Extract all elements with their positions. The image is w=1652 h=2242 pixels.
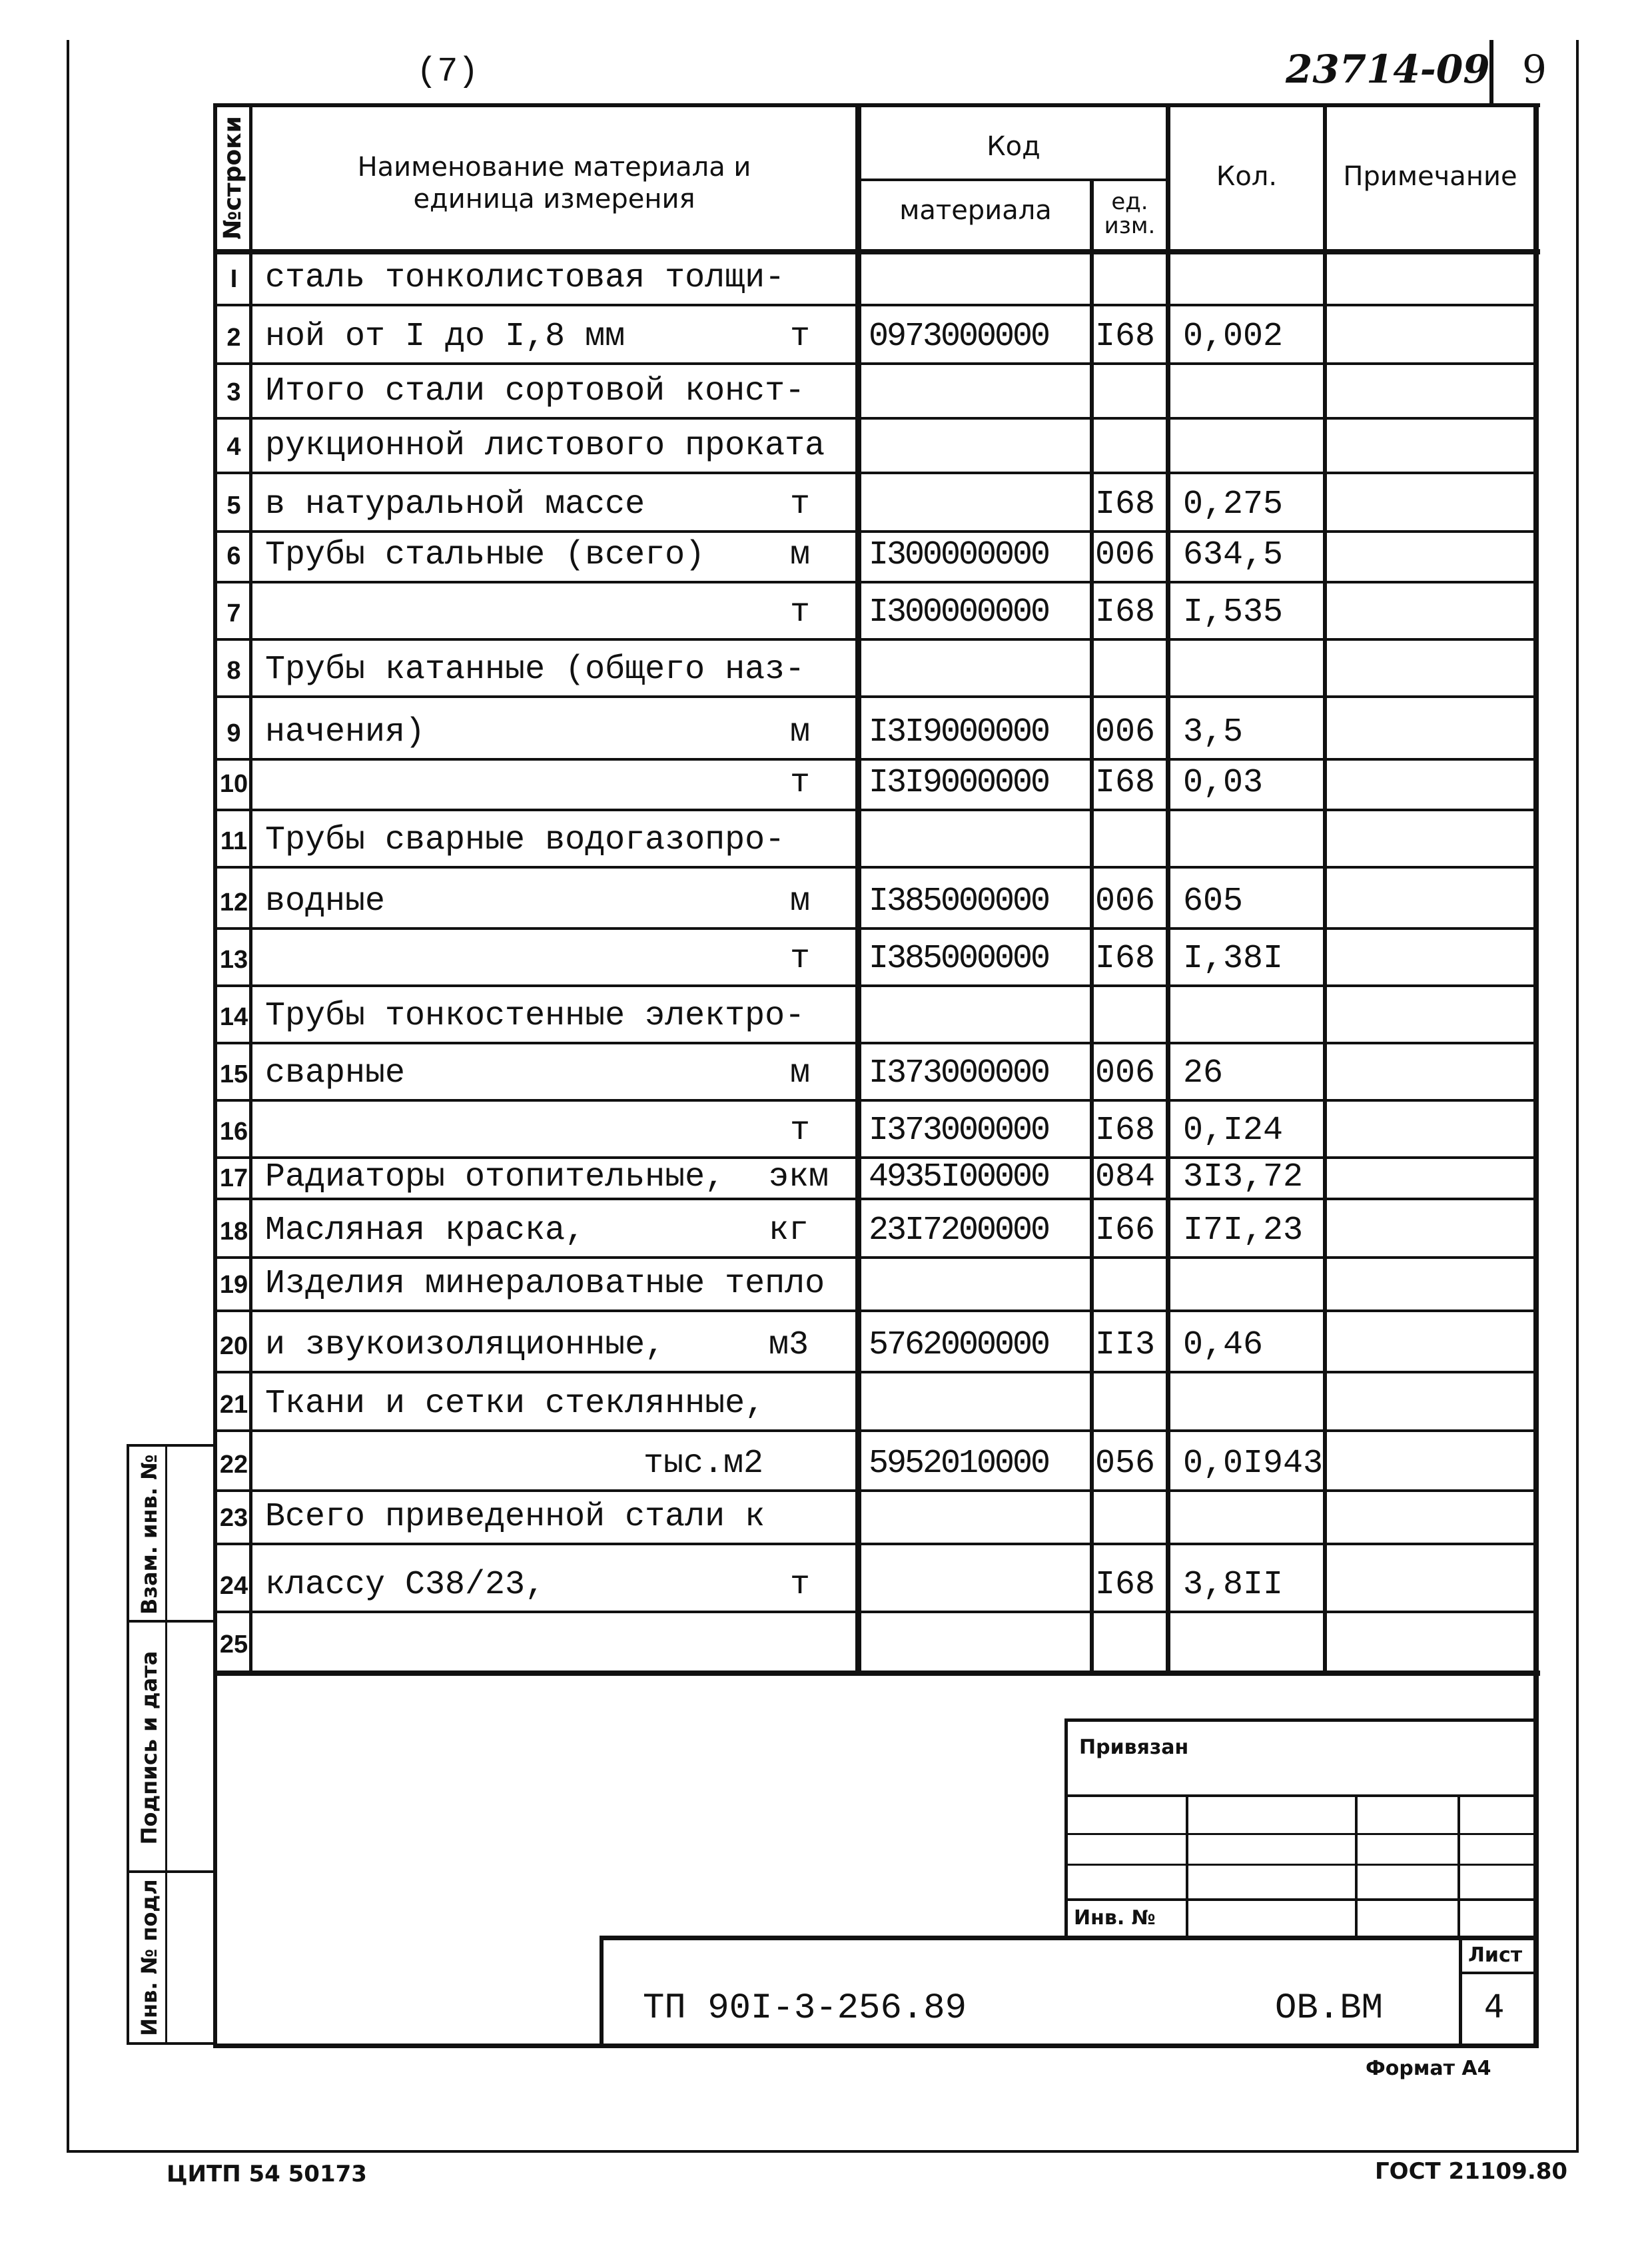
row-unit: тыс.м2	[643, 1445, 764, 1483]
row-number: 12	[219, 889, 248, 917]
tb-box-top	[1064, 1718, 1539, 1722]
footer-left: ЦИТП 54 50173	[167, 2161, 367, 2187]
row-number: 18	[219, 1218, 248, 1246]
row-name: сварные	[265, 1054, 406, 1092]
row-material-code: 23I7200000	[869, 1212, 1049, 1250]
table-row	[217, 1258, 1533, 1311]
row-quantity: 634,5	[1183, 536, 1284, 574]
tb-grid-h1	[1064, 1833, 1539, 1835]
row-name: ной от I до I,8 мм	[265, 318, 625, 356]
row-quantity: 0,002	[1183, 318, 1284, 356]
row-unit: м	[790, 1054, 811, 1092]
row-quantity: I7I,23	[1183, 1212, 1304, 1250]
table-row	[217, 929, 1533, 986]
table-row	[217, 1372, 1533, 1431]
row-name: Трубы сварные водогазопро-	[265, 821, 785, 859]
row-unit: т	[790, 940, 811, 978]
row-unit: м	[790, 883, 811, 921]
tb-mark: ОВ.ВМ	[1275, 1988, 1384, 2029]
header-qty: Кол.	[1216, 161, 1278, 192]
row-name: и звукоизоляционные,	[265, 1326, 665, 1364]
header-name: Наименование материала и единица измерения	[357, 152, 751, 214]
row-unit-code: I66	[1095, 1212, 1156, 1250]
tb-grid-h2	[1064, 1864, 1539, 1866]
row-number: I	[230, 265, 238, 293]
row-material-code: 5952010000	[869, 1445, 1049, 1483]
row-quantity: 3,5	[1183, 713, 1244, 751]
row-unit-code: I68	[1095, 486, 1156, 524]
row-name: сталь тонколистовая толщи-	[265, 259, 785, 297]
table-row	[217, 1311, 1533, 1372]
row-unit: кг	[769, 1212, 809, 1250]
tb-privyazan-bottom	[1064, 1794, 1539, 1797]
row-material-code: I300000000	[869, 593, 1049, 631]
table-bottom	[213, 1671, 1540, 1676]
row-unit: м	[790, 713, 811, 751]
tb-grid-v1	[1186, 1794, 1188, 1938]
row-quantity: 3,8II	[1183, 1566, 1284, 1604]
row-number: 13	[219, 946, 248, 974]
table-row	[217, 582, 1533, 639]
row-name: Трубы стальные (всего)	[265, 536, 705, 574]
row-name: Трубы катанные (общего наз-	[265, 651, 805, 689]
side-stamp-top	[127, 1444, 216, 1447]
table-row	[217, 639, 1533, 697]
row-name: классу С38/23,	[265, 1566, 546, 1604]
header-unit-code: ед. изм.	[1104, 188, 1156, 239]
table-row	[217, 1612, 1533, 1671]
table-row	[217, 1100, 1533, 1158]
row-number: 15	[219, 1060, 248, 1088]
tb-main-bottom	[213, 2044, 1539, 2048]
tb-grid-v3	[1457, 1794, 1460, 1938]
row-number: 10	[219, 770, 248, 798]
row-name: Итого стали сортовой конст-	[265, 372, 805, 410]
row-quantity: 0,275	[1183, 486, 1284, 524]
table-row	[217, 697, 1533, 759]
table-row	[217, 1544, 1533, 1612]
row-unit-code: 006	[1095, 713, 1156, 751]
frame-left	[67, 40, 69, 2151]
row-name: Изделия минераловатные тепло	[265, 1265, 825, 1303]
header-row-no: №строки	[219, 116, 246, 240]
tb-main-top	[600, 1936, 1539, 1940]
row-material-code: 0973000000	[869, 318, 1049, 356]
row-number: 23	[219, 1504, 248, 1532]
row-quantity: 0,I24	[1183, 1112, 1284, 1150]
row-number: 24	[219, 1572, 248, 1600]
row-name: в натуральной массе	[265, 486, 645, 524]
row-quantity: 26	[1183, 1054, 1224, 1092]
row-unit: м3	[769, 1326, 809, 1364]
row-name: Масляная краска,	[265, 1212, 586, 1250]
row-unit-code: 006	[1095, 883, 1156, 921]
tb-privyazan: Привязан	[1079, 1736, 1189, 1759]
row-number: 19	[219, 1271, 248, 1299]
table-row	[217, 1158, 1533, 1199]
row-number: 2	[226, 324, 241, 352]
row-material-code: I3I9000000	[869, 764, 1049, 802]
row-unit-code: I68	[1095, 764, 1156, 802]
table-row	[217, 473, 1533, 532]
table-row	[217, 305, 1533, 364]
row-unit-code: I68	[1095, 593, 1156, 631]
table-header-bottom	[213, 249, 1540, 254]
tb-inv-no: Инв. №	[1074, 1906, 1156, 1930]
row-number: 16	[219, 1118, 248, 1146]
row-unit: т	[790, 486, 811, 524]
row-quantity: 605	[1183, 883, 1244, 921]
header-code: Код	[987, 131, 1040, 162]
row-unit: т	[790, 764, 811, 802]
row-number: 6	[226, 542, 241, 570]
tb-format: Формат А4	[1366, 2057, 1491, 2080]
side-inv-podl: Инв. № подл	[137, 1879, 162, 2036]
row-number: 8	[226, 657, 241, 685]
table-row	[217, 532, 1533, 582]
table-row	[217, 867, 1533, 929]
table-row	[217, 1199, 1533, 1258]
sheet-marker: (7)	[416, 52, 479, 91]
header-note: Примечание	[1343, 161, 1517, 192]
tb-box-left	[1064, 1718, 1068, 1938]
header-material: материала	[899, 195, 1052, 226]
tb-sheet-label: Лист	[1468, 1944, 1523, 1967]
table-row	[217, 254, 1533, 305]
row-quantity: I,535	[1183, 593, 1284, 631]
row-name: водные	[265, 883, 386, 921]
row-material-code: I385000000	[869, 883, 1049, 921]
row-number: 5	[226, 492, 241, 520]
footer-right: ГОСТ 21109.80	[1375, 2158, 1568, 2185]
side-vzam: Взам. инв. №	[137, 1454, 162, 1615]
row-material-code: I373000000	[869, 1112, 1049, 1150]
row-number: 20	[219, 1332, 248, 1360]
row-name: Радиаторы отопительные,	[265, 1158, 725, 1196]
side-stamp-divider-1	[127, 1620, 216, 1623]
row-unit: м	[790, 536, 811, 574]
row-name: Ткани и сетки стеклянные,	[265, 1385, 765, 1423]
row-number: 7	[226, 599, 241, 627]
row-name: Трубы тонкостенные электро-	[265, 997, 805, 1035]
project-number: 23714-09	[1286, 47, 1490, 92]
table-row	[217, 1491, 1533, 1544]
side-podpis: Подпись и дата	[137, 1651, 162, 1845]
row-material-code: I373000000	[869, 1054, 1049, 1092]
table-row	[217, 759, 1533, 810]
row-unit-code: 006	[1095, 536, 1156, 574]
code-sub-divider	[859, 179, 1167, 181]
row-quantity: 0,46	[1183, 1326, 1264, 1364]
row-number: 14	[219, 1003, 248, 1031]
row-unit: экм	[769, 1158, 829, 1196]
row-material-code: I385000000	[869, 940, 1049, 978]
row-material-code: I300000000	[869, 536, 1049, 574]
row-name: Всего приведенной стали к	[265, 1498, 765, 1536]
row-unit: т	[790, 318, 811, 356]
row-unit: т	[790, 1566, 811, 1604]
side-stamp-left	[127, 1444, 129, 2044]
row-unit-code: 056	[1095, 1445, 1156, 1483]
row-quantity: 3I3,72	[1183, 1158, 1304, 1196]
row-unit-code: 006	[1095, 1054, 1156, 1092]
row-number: 9	[226, 719, 241, 747]
tb-sheet-no: 4	[1484, 1988, 1505, 2026]
row-number: 3	[226, 378, 241, 406]
row-material-code: 4935I00000	[869, 1158, 1049, 1196]
row-number: 25	[219, 1631, 248, 1659]
tb-sheet-left	[1459, 1936, 1462, 2046]
tb-doc-code: ТП 90I-3-256.89	[643, 1988, 967, 2029]
row-quantity: I,38I	[1183, 940, 1284, 978]
table-row	[217, 810, 1533, 867]
frame-bottom	[67, 2150, 1579, 2153]
table-row	[217, 1431, 1533, 1491]
row-material-code: I3I9000000	[869, 713, 1049, 751]
row-quantity: 0,0I943	[1183, 1445, 1324, 1483]
row-number: 22	[219, 1451, 248, 1479]
table-top	[213, 103, 1540, 107]
row-unit-code: I68	[1095, 1566, 1156, 1604]
table-row	[217, 418, 1533, 473]
row-unit: т	[790, 1112, 811, 1150]
table-row	[217, 1043, 1533, 1100]
table-row	[217, 364, 1533, 418]
row-unit-code: I68	[1095, 1112, 1156, 1150]
tb-main-left	[600, 1936, 604, 2046]
row-name: рукционной листового проката	[265, 427, 825, 465]
row-name: начения)	[265, 713, 426, 751]
row-material-code: 5762000000	[869, 1326, 1049, 1364]
row-number: 11	[220, 827, 248, 855]
frame-right	[1576, 40, 1579, 2151]
row-unit-code: II3	[1095, 1326, 1156, 1364]
side-stamp-inner	[165, 1444, 167, 2044]
row-number: 17	[219, 1164, 248, 1192]
tb-grid-h3	[1064, 1898, 1539, 1901]
row-unit-code: 084	[1095, 1158, 1156, 1196]
col-line-6	[1533, 103, 1539, 2048]
row-number: 4	[226, 433, 241, 461]
row-unit-code: I68	[1095, 318, 1156, 356]
page-number: 9	[1522, 47, 1547, 92]
tb-sheet-divider	[1459, 1972, 1539, 1974]
row-number: 21	[219, 1391, 248, 1419]
tb-grid-v2	[1355, 1794, 1358, 1938]
table-row	[217, 986, 1533, 1043]
row-quantity: 0,03	[1183, 764, 1264, 802]
row-unit: т	[790, 593, 811, 631]
row-unit-code: I68	[1095, 940, 1156, 978]
